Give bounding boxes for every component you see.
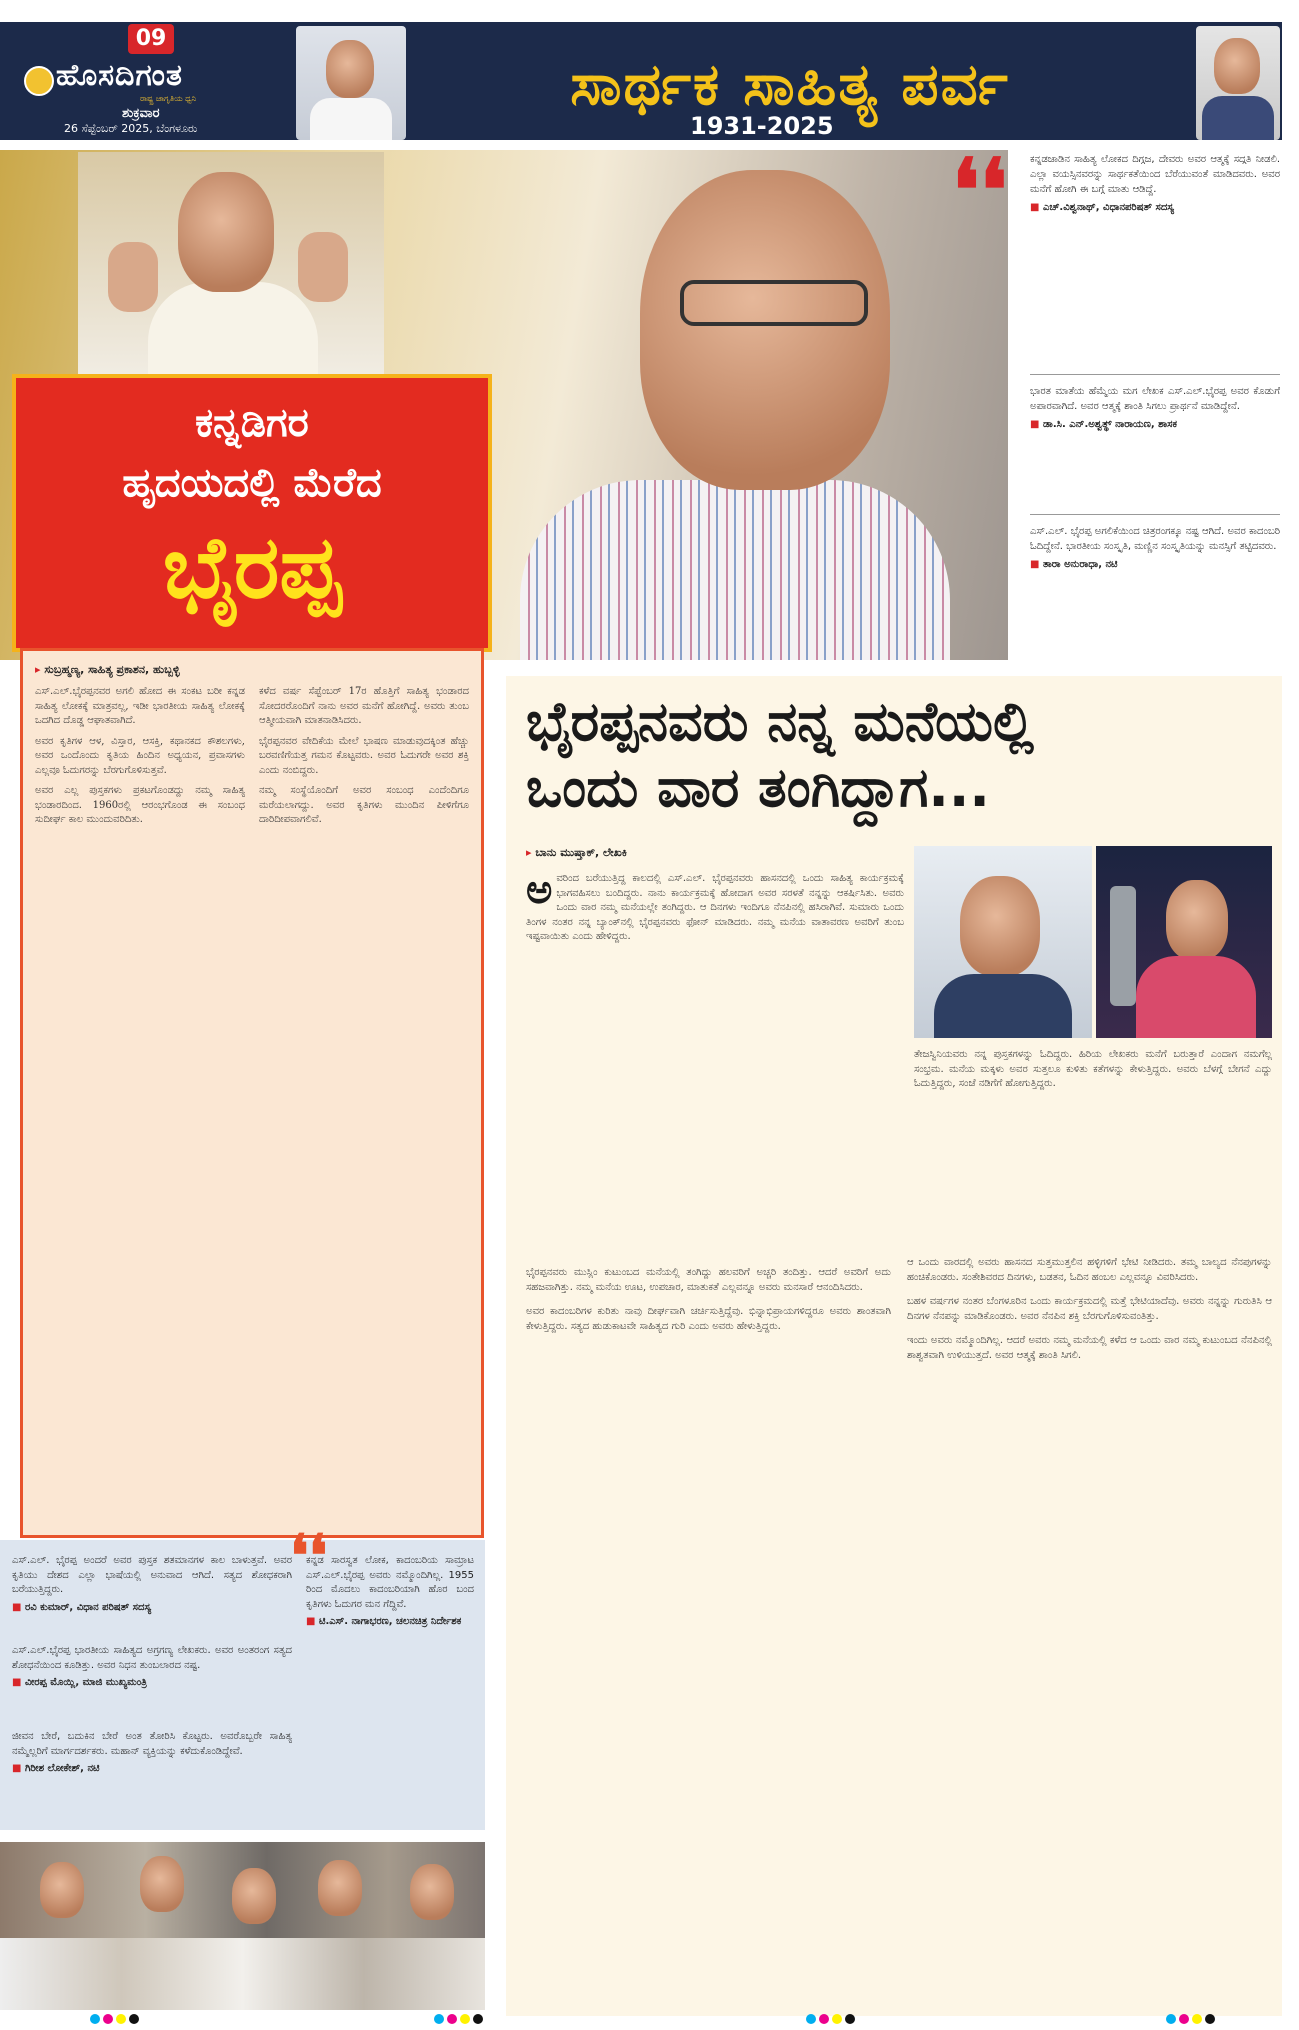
body-paragraph: ಬಹಳ ವರ್ಷಗಳ ನಂತರ ಬೆಂಗಳೂರಿನ ಒಂದು ಕಾರ್ಯಕ್ರಮದಲ್ಲಿ ಮತ್ತೆ ಭೇಟಿಯಾದೆವು. ಅವರು ನನ್ನನ್ನು ಗುರುತಿಸಿ ಆ ದಿನಗಳ ನೆನಪನ್ನು ಮಾಡಿಕೊಂಡರು. ಅವರ ನೆನಪಿನ ಶಕ್ತಿ ಬೆರಗುಗೊಳಿಸುವಂತಿತ್ತು.	[907, 1296, 1272, 1322]
quote-attribution: ■ ಡಾ.ಸಿ. ಎನ್.ಅಶ್ವತ್ಥ್ ನಾರಾಯಣ, ಶಾಸಕ	[1030, 417, 1280, 432]
divider	[1030, 514, 1280, 515]
headline-line-1: ಕನ್ನಡಿಗರ	[195, 400, 309, 446]
group-photo	[0, 1842, 485, 2010]
headline-name: ಭೈರಪ್ಪ	[162, 518, 342, 618]
quote-text: ಕನ್ನಡ ಸಾರಸ್ವತ ಲೋಕ, ಕಾದಂಬರಿಯ ಸಾಮ್ರಾಟ ಎಸ್.ಎಲ್.ಭೈರಪ್ಪ ಅವರು ನಮ್ಮೊಂದಿಗಿಲ್ಲ. 1955 ರಿಂದ ಮೊದಲು ಕಾದಂಬರಿಯಾಗಿ ಹೊರ ಬಂದ ಕೃತಿಗಳು ಓದುಗರ ಮನ ಗೆದ್ದಿವೆ.	[306, 1555, 474, 1610]
paper-tagline: ರಾಷ್ಟ್ರ ಜಾಗೃತಿಯ ಧ್ವನಿ	[140, 94, 197, 103]
author-photo	[914, 846, 1092, 1038]
quote-attribution: ■ ಎಚ್.ವಿಶ್ವನಾಥ್, ವಿಧಾನಪರಿಷತ್ ಸದಸ್ಯ	[1030, 200, 1280, 215]
body-paragraph: ಅವರ ಕಾದಂಬರಿಗಳ ಕುರಿತು ನಾವು ದೀರ್ಘವಾಗಿ ಚರ್ಚಿಸುತ್ತಿದ್ದೆವು. ಭಿನ್ನಾಭಿಪ್ರಾಯಗಳಿದ್ದರೂ ಅವರು ಶಾಂತವಾಗಿ ಕೇಳುತ್ತಿದ್ದರು. ಸತ್ಯದ ಹುಡುಕಾಟವೇ ಸಾಹಿತ್ಯದ ಗುರಿ ಎಂದು ಅವರು ಹೇಳುತ್ತಿದ್ದರು.	[526, 1306, 891, 1332]
right-article-title-line-1: ಭೈರಪ್ಪನವರು ನನ್ನ ಮನೆಯಲ್ಲಿ	[526, 690, 1034, 753]
issue-day: ಶುಕ್ರವಾರ	[122, 106, 160, 121]
registration-mark	[434, 2014, 483, 2024]
divider	[1030, 374, 1280, 375]
paper-logo-icon	[24, 66, 54, 96]
right-article-byline: ▸ ಬಾನು ಮುಷ್ತಾಕ್, ಲೇಖಕಿ	[526, 846, 627, 860]
left-article-paragraph: ಕಳೆದ ವರ್ಷ ಸೆಪ್ಟೆಂಬರ್ 17ರ ಹೊತ್ತಿಗೆ ಸಾಹಿತ್ಯ ಭಂಡಾರದ ಸೋದರರೊಂದಿಗೆ ನಾನು ಅವರ ಮನೆಗೆ ಹೋಗಿದ್ದೆ. ಅವರು ತುಂಬ ಆತ್ಮೀಯವಾಗಿ ಮಾತನಾಡಿಸಿದರು.	[259, 686, 469, 726]
right-article-intro	[526, 872, 904, 1252]
left-article	[20, 648, 484, 1538]
inset-photo	[78, 152, 384, 378]
dropcap: ಅ	[526, 872, 553, 913]
quote-text: ಎಸ್.ಎಲ್. ಭೈರಪ್ಪ ಅಗಲಿಕೆಯಿಂದ ಚಿತ್ರರಂಗಕ್ಕೂ ನಷ್ಟ ಆಗಿದೆ. ಅವರ ಕಾದಂಬರಿ ಓದಿದ್ದೇನೆ. ಭಾರತೀಯ ಸಂಸ್ಕೃತಿ, ಮಣ್ಣಿನ ಸಂಸ್ಕೃತಿಯನ್ನು ಮನಸ್ಸಿಗೆ ತಟ್ಟಿದವರು.	[1030, 526, 1280, 552]
right-article-body	[526, 1256, 1272, 2016]
quote-text: ಎಸ್.ಎಲ್. ಭೈರಪ್ಪ ಅಂದರೆ ಅವರ ಪುಸ್ತಕ ಶತಮಾನಗಳ ಕಾಲ ಬಾಳುತ್ತವೆ. ಅವರ ಕೃತಿಯು ದೇಶದ ಎಲ್ಲಾ ಭಾಷೆಯಲ್ಲಿ ಅನುವಾದ ಆಗಿದೆ. ಸತ್ಯದ ಶೋಧಕರಾಗಿ ಬರೆಯುತ್ತಿದ್ದರು.	[12, 1555, 292, 1595]
right-article	[506, 676, 1282, 2016]
quote-card	[12, 1730, 292, 1777]
award-photo	[1096, 846, 1272, 1038]
body-paragraph: ಭೈರಪ್ಪನವರು ಮುಸ್ಲಿಂ ಕುಟುಂಬದ ಮನೆಯಲ್ಲಿ ತಂಗಿದ್ದು ಹಲವರಿಗೆ ಅಚ್ಚರಿ ತಂದಿತ್ತು. ಆದರೆ ಅವರಿಗೆ ಅದು ಸಹಜವಾಗಿತ್ತು. ನಮ್ಮ ಮನೆಯ ಊಟ, ಉಪಚಾರ, ಮಾತುಕತೆ ಎಲ್ಲವನ್ನೂ ಅವರು ಮನಸಾರೆ ಆನಂದಿಸಿದರು.	[526, 1267, 891, 1293]
masthead-portrait-right	[1196, 26, 1280, 140]
quote-text: ಜೀವನ ಬೇರೆ, ಬದುಕಿನ ಬೇರೆ ಅಂತ ತೋರಿಸಿ ಕೊಟ್ಟರು. ಅವರೊಬ್ಬರೇ ಸಾಹಿತ್ಯ ನಮ್ಮೆಲ್ಲರಿಗೆ ಮಾರ್ಗದರ್ಶಕರು. ಮಹಾನ್ ವ್ಯಕ್ತಿಯನ್ನು ಕಳೆದುಕೊಂಡಿದ್ದೇವೆ.	[12, 1731, 292, 1757]
quote-mark-icon: ❛❛	[952, 140, 1008, 241]
left-article-body	[35, 685, 469, 834]
quote-card	[306, 1554, 474, 1630]
page-number: 09	[128, 24, 174, 54]
intro-text: ವರಿಂದ ಬರೆಯುತ್ತಿದ್ದ ಕಾಲದಲ್ಲಿ ಎಸ್.ಎಲ್. ಭೈರಪ್ಪನವರು ಹಾಸನದಲ್ಲಿ ಒಂದು ಸಾಹಿತ್ಯ ಕಾರ್ಯಕ್ರಮಕ್ಕೆ ಭಾಗವಹಿಸಲು ಬಂದಿದ್ದರು. ನಾನು ಕಾರ್ಯಕ್ರಮಕ್ಕೆ ಹೋದಾಗ ಅವರ ಸರಳತೆ ನನ್ನನ್ನು ಆಕರ್ಷಿಸಿತು. ಅವರು ಒಂದು ವಾರ ನಮ್ಮ ಮನೆಯಲ್ಲೇ ತಂಗಿದ್ದರು. ಆ ದಿನಗಳು ಇಂದಿಗೂ ನೆನಪಿನಲ್ಲಿ ಹಸಿರಾಗಿವೆ. ಸುಮಾರು ಒಂದು ತಿಂಗಳ ನಂತರ ನನ್ನ ಬ್ಯಾಂಕ್‌ನಲ್ಲಿ ಭೈರಪ್ಪನವರು ಫೋನ್ ಮಾಡಿದರು. ನಮ್ಮ ಮನೆಯ ವಾತಾವರಣ ಅವರಿಗೆ ತುಂಬ ಇಷ್ಟವಾಯಿತು ಎಂದು ಹೇಳಿದ್ದರು.	[526, 873, 904, 942]
quote-text: ಎಸ್.ಎಲ್.ಭೈರಪ್ಪ ಭಾರತೀಯ ಸಾಹಿತ್ಯದ ಅಗ್ರಗಣ್ಯ ಲೇಖಕರು. ಅವರ ಅಂತರಂಗ ಸತ್ಯದ ಶೋಧನೆಯಿಂದ ಕೂಡಿತ್ತು. ಅವರ ನಿಧನ ತುಂಬಲಾರದ ನಷ್ಟ.	[12, 1645, 292, 1671]
registration-mark	[90, 2014, 139, 2024]
quote-card	[12, 1554, 292, 1615]
left-article-paragraph: ಅವರ ಕೃತಿಗಳ ಆಳ, ವಿಸ್ತಾರ, ಆಸಕ್ತಿ, ಕಥಾನಕದ ಕೌಶಲಗಳು, ಅವರ ಒಂದೊಂದು ಕೃತಿಯ ಹಿಂದಿನ ಅಧ್ಯಯನ, ಪ್ರವಾಸಗಳು ಎಲ್ಲವೂ ಓದುಗರನ್ನು ಬೆರಗುಗೊಳಿಸುತ್ತವೆ.	[35, 735, 245, 776]
headline-box	[12, 374, 492, 652]
left-article-byline: ▸ ಸುಬ್ರಹ್ಮಣ್ಯ, ಸಾಹಿತ್ಯ ಪ್ರಕಾಶನ, ಹುಬ್ಬಳ್ಳಿ	[35, 663, 469, 677]
quote-text: ಕನ್ನಡಜಾಡಿನ ಸಾಹಿತ್ಯ ಲೋಕದ ದಿಗ್ಗಜ, ದೇವರು ಅವರ ಆತ್ಮಕ್ಕೆ ಸದ್ಗತಿ ನೀಡಲಿ. ಎಲ್ಲಾ ವಯಸ್ಸಿನವರನ್ನು ಸಾರ್ಥಕತೆಯಿಂದ ಬೆರೆಯುವಂತೆ ಮಾಡಿದವರು. ಅವರ ಮನೆಗೆ ಹೋಗಿ ಈ ಬಗ್ಗೆ ಮಾತು ಆಡಿದ್ದೆ.	[1030, 154, 1280, 195]
body-paragraph: ಆ ಒಂದು ವಾರದಲ್ಲಿ ಅವರು ಹಾಸನದ ಸುತ್ತಮುತ್ತಲಿನ ಹಳ್ಳಿಗಳಿಗೆ ಭೇಟಿ ನೀಡಿದರು. ತಮ್ಮ ಬಾಲ್ಯದ ನೆನಪುಗಳನ್ನು ಹಂಚಿಕೊಂಡರು. ಸಂತೇಶಿವರದ ದಿನಗಳು, ಬಡತನ, ಓದಿನ ಹಂಬಲ ಎಲ್ಲವನ್ನೂ ವಿವರಿಸಿದರು.	[907, 1257, 1272, 1283]
right-quote-card	[1030, 384, 1280, 432]
right-quote-card	[1030, 152, 1280, 215]
right-quote-card	[1030, 524, 1280, 572]
quote-attribution: ■ ಟಿ.ಎಸ್. ನಾಗಾಭರಣ, ಚಲನಚಿತ್ರ ನಿರ್ದೇಶಕ	[306, 1615, 474, 1630]
masthead-portrait	[296, 26, 406, 140]
quote-text: ಭಾರತ ಮಾತೆಯ ಹೆಮ್ಮೆಯ ಮಗ ಲೇಖಕ ಎಸ್.ಎಲ್.ಭೈರಪ್ಪ ಅವರ ಕೊಡುಗೆ ಅಪಾರವಾಗಿದೆ. ಅವರ ಆತ್ಮಕ್ಕೆ ಶಾಂತಿ ಸಿಗಲು ಪ್ರಾರ್ಥನೆ ಮಾಡಿದ್ದೇನೆ.	[1030, 386, 1280, 412]
quote-attribution: ■ ಗಿರೀಶ ಲೋಕೇಶ್, ನಟಿ	[12, 1762, 292, 1777]
body-paragraph: ಇಂದು ಅವರು ನಮ್ಮೊಂದಿಗಿಲ್ಲ. ಆದರೆ ಅವರು ನಮ್ಮ ಮನೆಯಲ್ಲಿ ಕಳೆದ ಆ ಒಂದು ವಾರ ನಮ್ಮ ಕುಟುಂಬದ ನೆನಪಿನಲ್ಲಿ ಶಾಶ್ವತವಾಗಿ ಉಳಿಯುತ್ತದೆ. ಅವರ ಆತ್ಮಕ್ಕೆ ಶಾಂತಿ ಸಿಗಲಿ.	[907, 1335, 1272, 1361]
quote-attribution: ■ ರವಿ ಕುಮಾರ್, ವಿಧಾನ ಪರಿಷತ್ ಸದಸ್ಯ	[12, 1601, 292, 1616]
quote-mark-icon: ❛❛	[290, 1522, 328, 1590]
series-years: 1931-2025	[690, 112, 834, 140]
right-article-title-line-2: ಒಂದು ವಾರ ತಂಗಿದ್ದಾಗ...	[526, 756, 990, 819]
issue-date: 26 ಸೆಪ್ಟೆಂಬರ್ 2025, ಬೆಂಗಳೂರು	[64, 122, 198, 135]
paper-name: ಹೊಸದಿಗಂತ	[56, 58, 183, 93]
series-title: ಸಾರ್ಥಕ ಸಾಹಿತ್ಯ ಪರ್ವ	[570, 50, 1010, 118]
registration-mark	[1166, 2014, 1215, 2024]
left-article-paragraph: ಎಸ್.ಎಲ್.ಭೈರಪ್ಪನವರ ಅಗಲಿ ಹೋದ ಈ ಸಂಕಟ ಬರೀ ಕನ್ನಡ ಸಾಹಿತ್ಯ ಲೋಕಕ್ಕೆ ಮಾತ್ರವಲ್ಲ, ಇಡೀ ಭಾರತೀಯ ಸಾಹಿತ್ಯ ಲೋಕಕ್ಕೆ ಒದಗಿದ ದೊಡ್ಡ ಆಘಾತವಾಗಿದೆ.	[35, 686, 245, 726]
left-article-paragraph: ಭೈರಪ್ಪನವರ ವೇದಿಕೆಯ ಮೇಲೆ ಭಾಷಣ ಮಾಡುವುದಕ್ಕಿಂತ ಹೆಚ್ಚು ಬರವಣಿಗೆಯತ್ತ ಗಮನ ಕೊಟ್ಟವರು. ಅವರ ಓದುಗರೇ ಅವರ ಶಕ್ತಿ ಎಂದು ನಂಬಿದ್ದರು.	[259, 735, 469, 776]
left-article-paragraph: ನಮ್ಮ ಸಂಸ್ಥೆಯೊಂದಿಗೆ ಅವರ ಸಂಬಂಧ ಎಂದೆಂದಿಗೂ ಮರೆಯಲಾಗದ್ದು. ಅವರ ಕೃತಿಗಳು ಮುಂದಿನ ಪೀಳಿಗೆಗೂ ದಾರಿದೀಪವಾಗಲಿವೆ.	[259, 785, 469, 825]
headline-line-2: ಹೃದಯದಲ್ಲಿ ಮೆರೆದ	[122, 460, 382, 506]
quote-attribution: ■ ವೀರಪ್ಪ ಮೊಯ್ಲಿ, ಮಾಜಿ ಮುಖ್ಯಮಂತ್ರಿ	[12, 1676, 292, 1691]
left-quotes-panel	[0, 1540, 485, 1830]
registration-mark	[806, 2014, 855, 2024]
quote-card	[12, 1644, 292, 1691]
left-article-paragraph: ಅವರ ಎಲ್ಲ ಪುಸ್ತಕಗಳು ಪ್ರಕಟಗೊಂಡದ್ದು ನಮ್ಮ ಸಾಹಿತ್ಯ ಭಂಡಾರದಿಂದ. 1960ರಲ್ಲಿ ಆರಂಭಗೊಂಡ ಈ ಸಂಬಂಧ ಸುದೀರ್ಘ ಕಾಲ ಮುಂದುವರಿದಿತು.	[35, 785, 245, 825]
right-article-side-text: ತೇಜಸ್ವಿನಿಯವರು ನನ್ನ ಪುಸ್ತಕಗಳನ್ನು ಓದಿದ್ದರು. ಹಿರಿಯ ಲೇಖಕರು ಮನೆಗೆ ಬರುತ್ತಾರೆ ಎಂದಾಗ ನಮಗೆಲ್ಲ ಸಂಭ್ರಮ. ಮನೆಯ ಮಕ್ಕಳು ಅವರ ಸುತ್ತಲೂ ಕುಳಿತು ಕತೆಗಳನ್ನು ಕೇಳುತ್ತಿದ್ದರು. ಅವರು ಬೆಳಗ್ಗೆ ಬೇಗನೆ ಎದ್ದು ಓದುತ್ತಿದ್ದರು, ಸಂಜೆ ನಡಿಗೆಗೆ ಹೋಗುತ್ತಿದ್ದರು.	[914, 1049, 1272, 1089]
quote-attribution: ■ ತಾರಾ ಅನುರಾಧಾ, ನಟಿ	[1030, 557, 1280, 572]
